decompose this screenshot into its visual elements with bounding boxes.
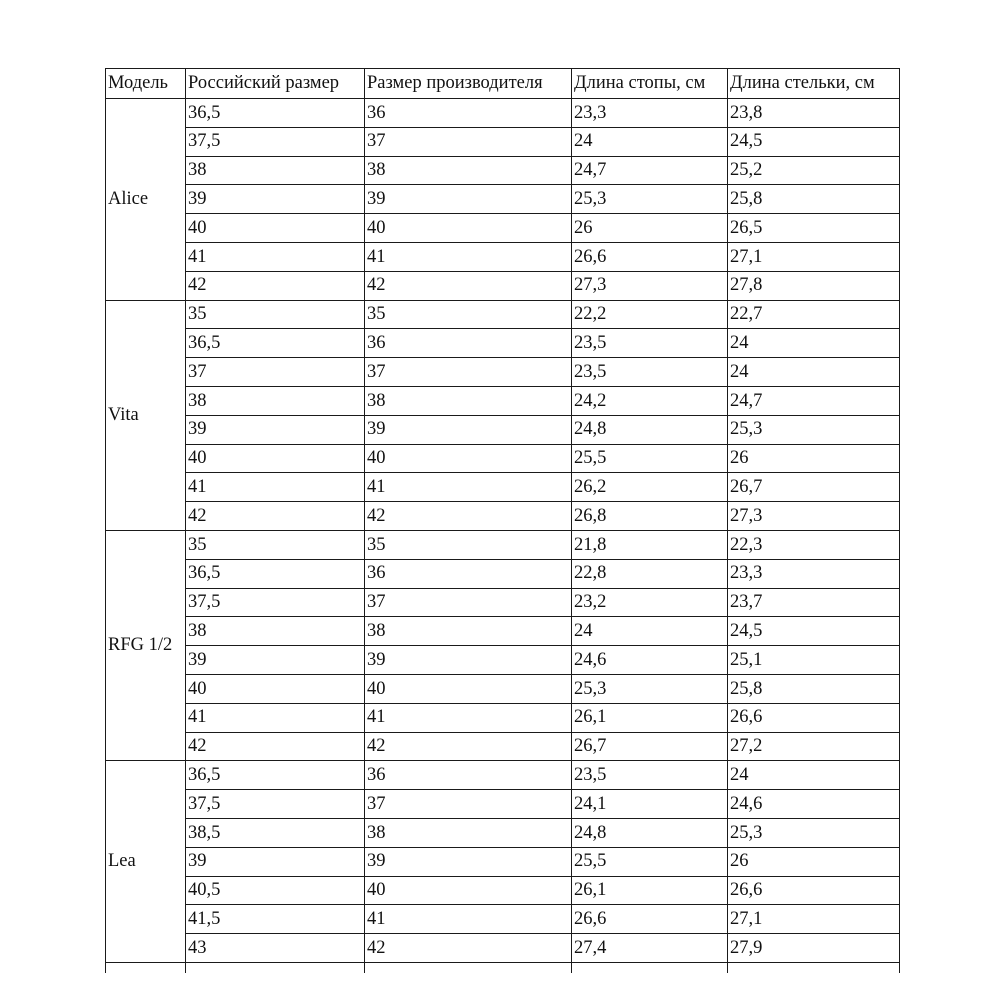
table-row <box>106 934 900 963</box>
empty-cell <box>365 962 572 973</box>
manufacturer-size-cell: 41 <box>365 242 572 271</box>
empty-cell <box>106 962 186 973</box>
russian-size-cell: 38 <box>186 617 365 646</box>
russian-size-cell: 37,5 <box>186 127 365 156</box>
foot-length-cell: 22,2 <box>572 300 728 329</box>
table-row <box>106 99 900 128</box>
insole-length-cell: 24 <box>728 761 900 790</box>
table-row <box>106 415 900 444</box>
foot-length-cell: 25,5 <box>572 847 728 876</box>
foot-length-cell: 24,2 <box>572 386 728 415</box>
foot-length-cell: 26,6 <box>572 905 728 934</box>
russian-size-cell: 36,5 <box>186 99 365 128</box>
manufacturer-size-cell: 41 <box>365 473 572 502</box>
model-cell: Alice <box>106 99 186 301</box>
insole-length-cell: 26 <box>728 444 900 473</box>
russian-size-cell: 40 <box>186 214 365 243</box>
foot-length-cell: 25,3 <box>572 185 728 214</box>
foot-length-cell: 24,1 <box>572 790 728 819</box>
russian-size-cell: 38 <box>186 386 365 415</box>
size-chart-table <box>105 68 900 973</box>
header-insole-length: Длина стельки, см <box>728 69 900 99</box>
manufacturer-size-cell: 39 <box>365 646 572 675</box>
russian-size-cell: 41 <box>186 473 365 502</box>
russian-size-cell: 38 <box>186 156 365 185</box>
model-cell: RFG 1/2 <box>106 530 186 760</box>
table-row <box>106 588 900 617</box>
foot-length-cell: 26,1 <box>572 703 728 732</box>
manufacturer-size-cell: 40 <box>365 876 572 905</box>
russian-size-cell: 39 <box>186 646 365 675</box>
manufacturer-size-cell: 37 <box>365 127 572 156</box>
manufacturer-size-cell: 38 <box>365 386 572 415</box>
manufacturer-size-cell: 37 <box>365 588 572 617</box>
manufacturer-size-cell: 42 <box>365 271 572 300</box>
foot-length-cell: 26,1 <box>572 876 728 905</box>
russian-size-cell: 43 <box>186 934 365 963</box>
manufacturer-size-cell: 37 <box>365 358 572 387</box>
insole-length-cell: 25,8 <box>728 674 900 703</box>
insole-length-cell: 22,3 <box>728 530 900 559</box>
foot-length-cell: 24,8 <box>572 415 728 444</box>
insole-length-cell: 26,6 <box>728 876 900 905</box>
russian-size-cell: 39 <box>186 415 365 444</box>
table-row <box>106 444 900 473</box>
insole-length-cell: 25,8 <box>728 185 900 214</box>
table-row <box>106 358 900 387</box>
russian-size-cell: 40 <box>186 674 365 703</box>
table-row <box>106 473 900 502</box>
foot-length-cell: 23,2 <box>572 588 728 617</box>
russian-size-cell: 35 <box>186 530 365 559</box>
russian-size-cell: 38,5 <box>186 818 365 847</box>
foot-length-cell: 26,6 <box>572 242 728 271</box>
insole-length-cell: 24,6 <box>728 790 900 819</box>
insole-length-cell: 26,6 <box>728 703 900 732</box>
table-row <box>106 790 900 819</box>
russian-size-cell: 42 <box>186 271 365 300</box>
header-model: Модель <box>106 69 186 99</box>
russian-size-cell: 37,5 <box>186 588 365 617</box>
table-row <box>106 617 900 646</box>
table-row <box>106 818 900 847</box>
model-cell: Vita <box>106 300 186 530</box>
insole-length-cell: 25,3 <box>728 415 900 444</box>
header-foot-length: Длина стопы, см <box>572 69 728 99</box>
foot-length-cell: 23,3 <box>572 99 728 128</box>
table-row <box>106 674 900 703</box>
insole-length-cell: 24,7 <box>728 386 900 415</box>
header-russian-size: Российский размер <box>186 69 365 99</box>
russian-size-cell: 35 <box>186 300 365 329</box>
manufacturer-size-cell: 39 <box>365 185 572 214</box>
manufacturer-size-cell: 36 <box>365 761 572 790</box>
insole-length-cell: 25,2 <box>728 156 900 185</box>
russian-size-cell: 42 <box>186 732 365 761</box>
russian-size-cell: 37 <box>186 358 365 387</box>
foot-length-cell: 24,7 <box>572 156 728 185</box>
insole-length-cell: 27,1 <box>728 242 900 271</box>
manufacturer-size-cell: 39 <box>365 847 572 876</box>
table-row <box>106 847 900 876</box>
foot-length-cell: 25,3 <box>572 674 728 703</box>
table-row <box>106 876 900 905</box>
foot-length-cell: 26,7 <box>572 732 728 761</box>
manufacturer-size-cell: 41 <box>365 905 572 934</box>
foot-length-cell: 24,6 <box>572 646 728 675</box>
insole-length-cell: 26 <box>728 847 900 876</box>
manufacturer-size-cell: 38 <box>365 818 572 847</box>
table-row <box>106 214 900 243</box>
russian-size-cell: 39 <box>186 847 365 876</box>
foot-length-cell: 24 <box>572 617 728 646</box>
table-body <box>106 99 900 973</box>
table-row <box>106 329 900 358</box>
insole-length-cell: 27,8 <box>728 271 900 300</box>
foot-length-cell: 23,5 <box>572 358 728 387</box>
table-row <box>106 530 900 559</box>
insole-length-cell: 22,7 <box>728 300 900 329</box>
foot-length-cell: 24,8 <box>572 818 728 847</box>
foot-length-cell: 26 <box>572 214 728 243</box>
manufacturer-size-cell: 40 <box>365 444 572 473</box>
insole-length-cell: 27,1 <box>728 905 900 934</box>
foot-length-cell: 27,3 <box>572 271 728 300</box>
russian-size-cell: 41 <box>186 242 365 271</box>
table-row <box>106 242 900 271</box>
manufacturer-size-cell: 40 <box>365 214 572 243</box>
manufacturer-size-cell: 35 <box>365 530 572 559</box>
header-manufacturer-size: Размер производителя <box>365 69 572 99</box>
russian-size-cell: 42 <box>186 502 365 531</box>
table-row <box>106 732 900 761</box>
foot-length-cell: 23,5 <box>572 329 728 358</box>
foot-length-cell: 24 <box>572 127 728 156</box>
foot-length-cell: 21,8 <box>572 530 728 559</box>
russian-size-cell: 41,5 <box>186 905 365 934</box>
empty-cell <box>728 962 900 973</box>
table-row <box>106 127 900 156</box>
table-row <box>106 185 900 214</box>
table-row <box>106 271 900 300</box>
insole-length-cell: 24 <box>728 329 900 358</box>
russian-size-cell: 40 <box>186 444 365 473</box>
russian-size-cell: 40,5 <box>186 876 365 905</box>
foot-length-cell: 27,4 <box>572 934 728 963</box>
russian-size-cell: 39 <box>186 185 365 214</box>
insole-length-cell: 24,5 <box>728 127 900 156</box>
empty-cell <box>572 962 728 973</box>
insole-length-cell: 26,5 <box>728 214 900 243</box>
table-header-row <box>106 69 900 99</box>
insole-length-cell: 23,7 <box>728 588 900 617</box>
manufacturer-size-cell: 35 <box>365 300 572 329</box>
manufacturer-size-cell: 36 <box>365 559 572 588</box>
table-row <box>106 703 900 732</box>
foot-length-cell: 22,8 <box>572 559 728 588</box>
empty-cell <box>186 962 365 973</box>
russian-size-cell: 36,5 <box>186 329 365 358</box>
russian-size-cell: 41 <box>186 703 365 732</box>
manufacturer-size-cell: 38 <box>365 156 572 185</box>
insole-length-cell: 27,3 <box>728 502 900 531</box>
manufacturer-size-cell: 41 <box>365 703 572 732</box>
russian-size-cell: 36,5 <box>186 559 365 588</box>
manufacturer-size-cell: 42 <box>365 934 572 963</box>
insole-length-cell: 27,2 <box>728 732 900 761</box>
russian-size-cell: 37,5 <box>186 790 365 819</box>
foot-length-cell: 26,8 <box>572 502 728 531</box>
insole-length-cell: 23,8 <box>728 99 900 128</box>
model-cell: Lea <box>106 761 186 963</box>
manufacturer-size-cell: 36 <box>365 329 572 358</box>
insole-length-cell: 24,5 <box>728 617 900 646</box>
foot-length-cell: 25,5 <box>572 444 728 473</box>
table-row <box>106 502 900 531</box>
foot-length-cell: 23,5 <box>572 761 728 790</box>
manufacturer-size-cell: 37 <box>365 790 572 819</box>
manufacturer-size-cell: 36 <box>365 99 572 128</box>
table-row <box>106 905 900 934</box>
table-row <box>106 156 900 185</box>
manufacturer-size-cell: 42 <box>365 502 572 531</box>
insole-length-cell: 24 <box>728 358 900 387</box>
insole-length-cell: 25,1 <box>728 646 900 675</box>
insole-length-cell: 26,7 <box>728 473 900 502</box>
insole-length-cell: 23,3 <box>728 559 900 588</box>
table-row <box>106 300 900 329</box>
table-row <box>106 559 900 588</box>
manufacturer-size-cell: 38 <box>365 617 572 646</box>
table-row <box>106 761 900 790</box>
russian-size-cell: 36,5 <box>186 761 365 790</box>
table-row <box>106 386 900 415</box>
manufacturer-size-cell: 39 <box>365 415 572 444</box>
table-row <box>106 646 900 675</box>
foot-length-cell: 26,2 <box>572 473 728 502</box>
manufacturer-size-cell: 40 <box>365 674 572 703</box>
insole-length-cell: 25,3 <box>728 818 900 847</box>
manufacturer-size-cell: 42 <box>365 732 572 761</box>
insole-length-cell: 27,9 <box>728 934 900 963</box>
table-row-partial <box>106 962 900 973</box>
